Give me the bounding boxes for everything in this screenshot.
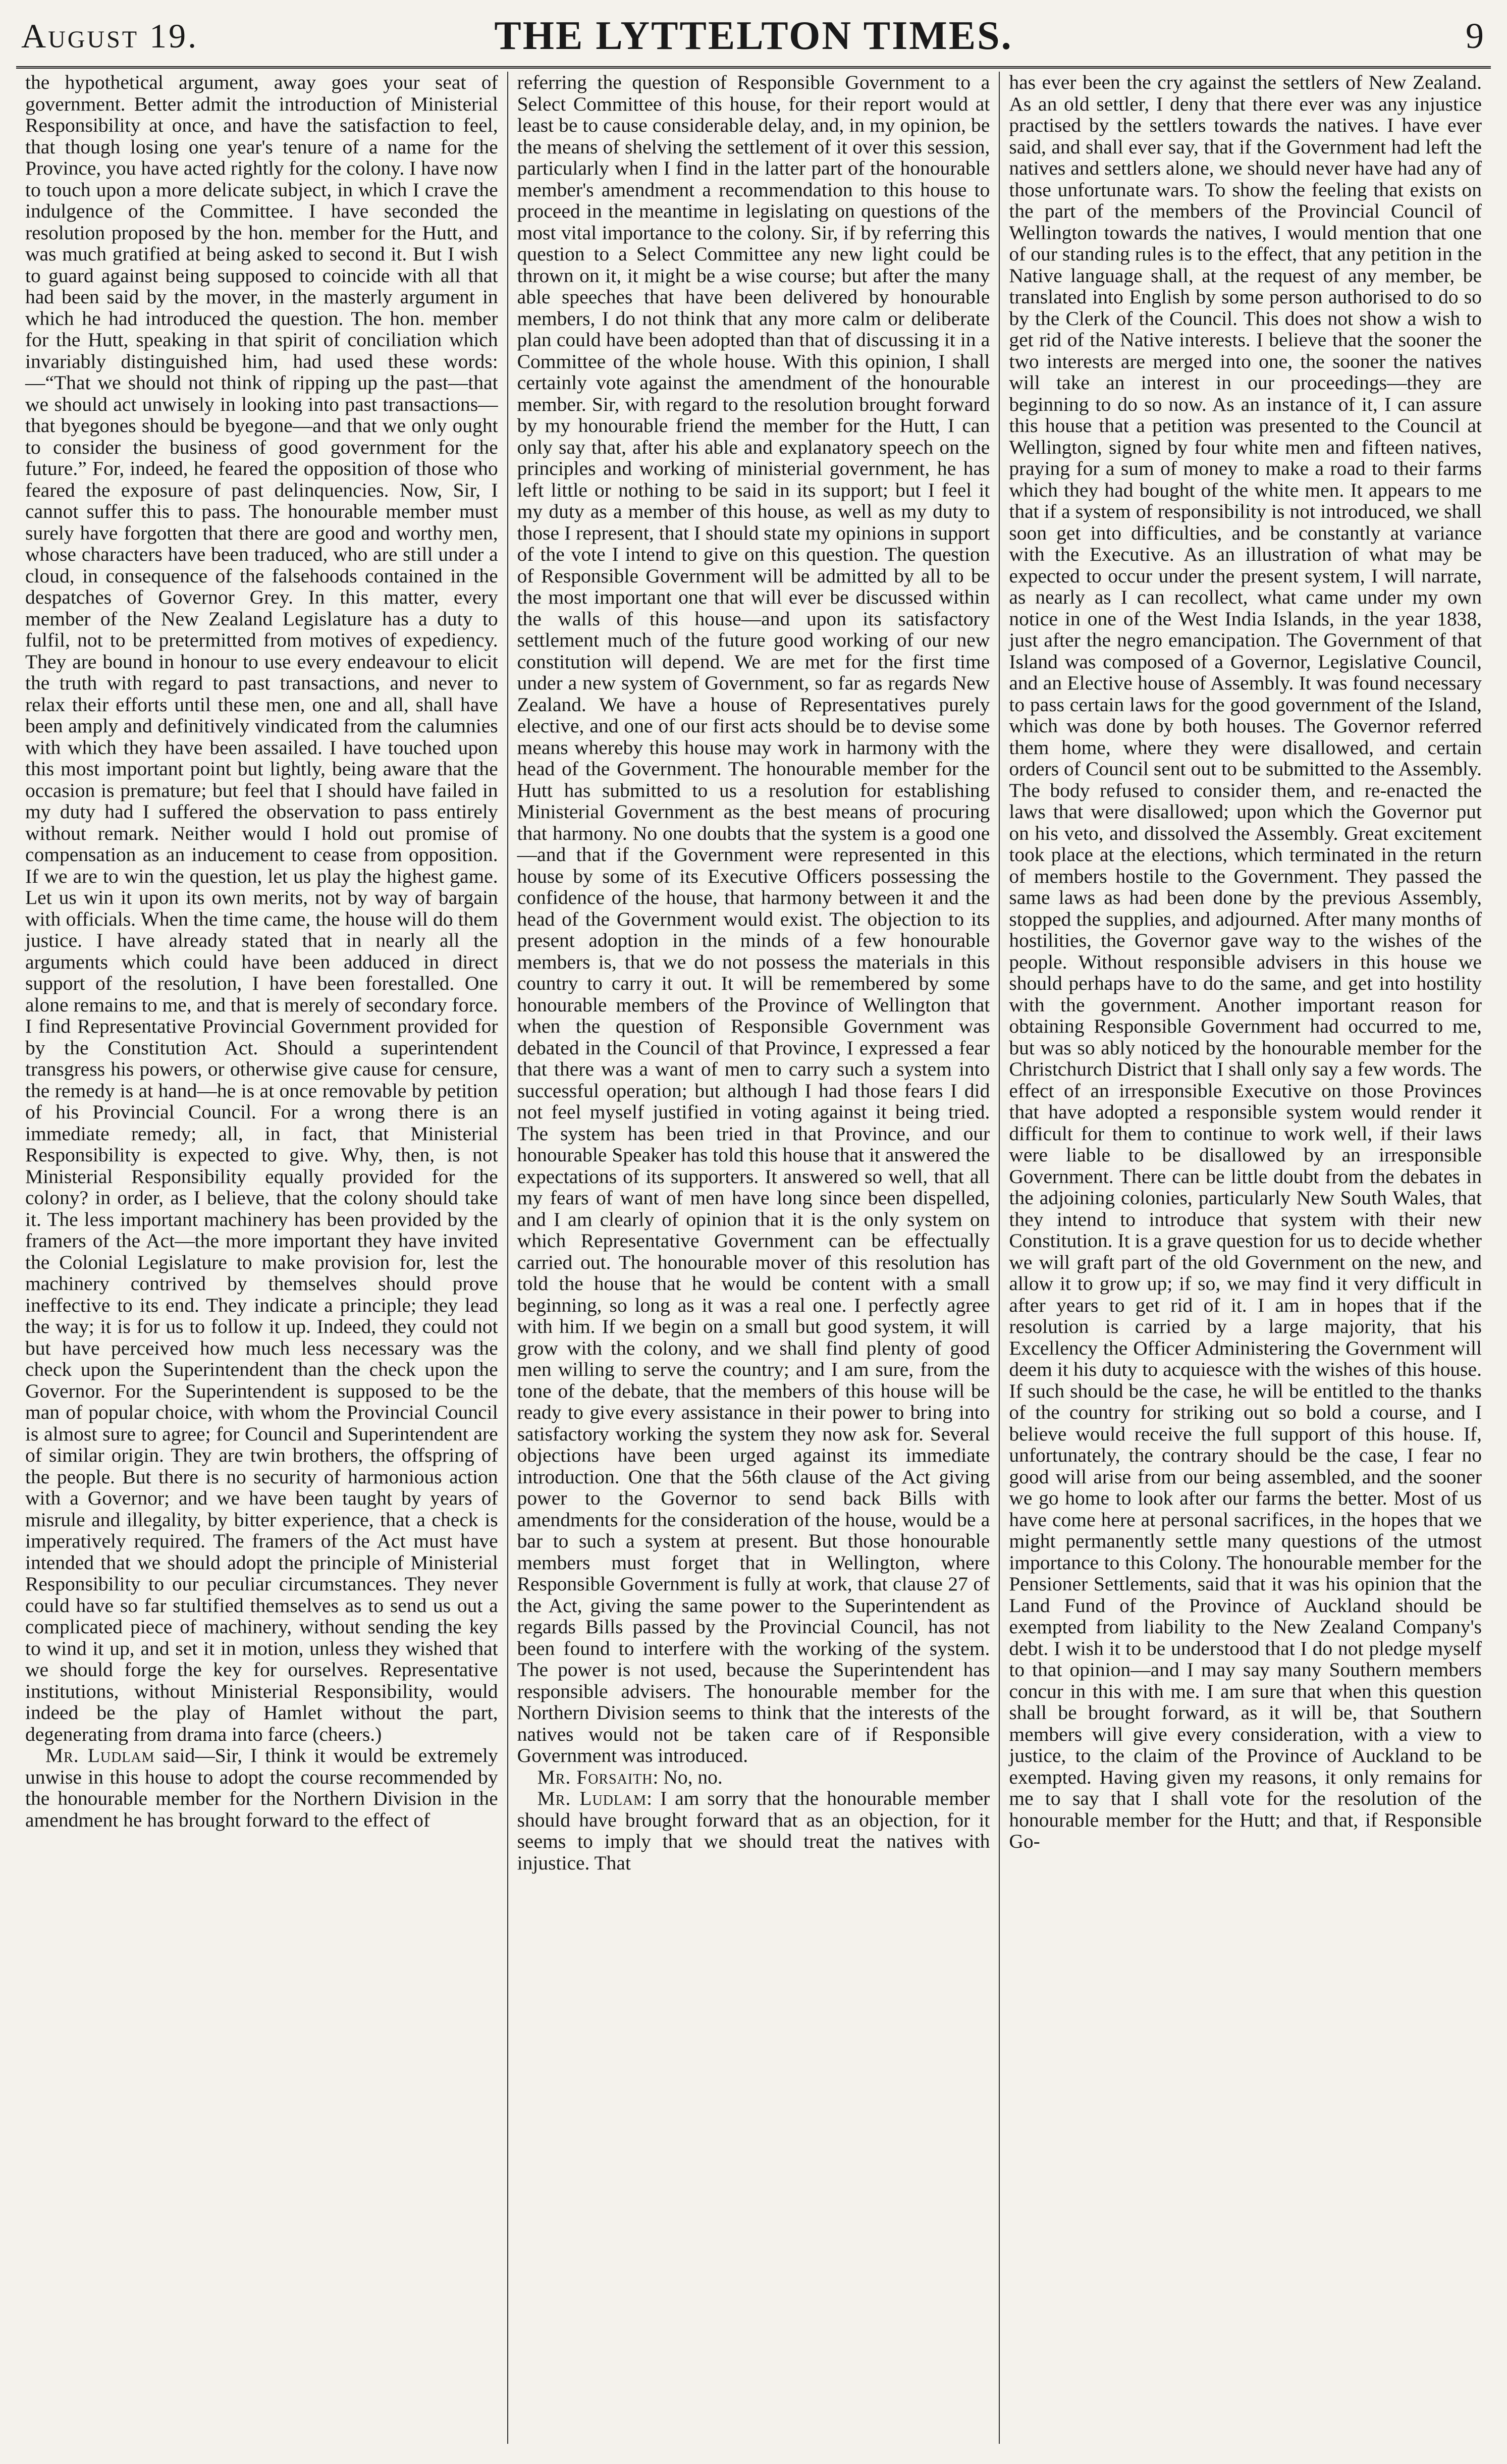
speaker-name: Mr. Forsaith: [537, 1765, 653, 1788]
speech-text: : No, no.: [653, 1765, 723, 1788]
column-3: [999, 72, 1491, 2444]
speaker-name: Mr. Ludlam: [45, 1744, 155, 1766]
paragraph: referring the question of Responsible Government to a Select Committee of this house, for their report would at least be to cause considerable delay, and, in my opinion, be the means of shelving the settlement of it over this session, particularly when I find in the latter part of the honourable member's amendment a recommendation to this house to proceed in the meantime in legislating on questions of the most vital importance to the colony. Sir, if by referring this question to a Select Committee any new light could be thrown on it, it might be a wise course; but after the many able speeches that have been delivered by honourable members, I do not think that any more calm or deliberate plan could have been adopted than that of discussing it in a Committee of the whole house. With this opinion, I shall certainly vote against the amendment of the honourable member. Sir, with regard to the resolution brought forward by my honourable friend the member for the Hutt, I can only say that, after his able and explanatory speech on the principles and working of ministerial government, he has left little or nothing to be said in its support; but I feel it my duty as a member of this house, as well as my duty to those I represent, that I should state my opinions in support of the vote I intend to give on this question. The question of Responsible Government will be admitted by all to be the most important one that will ever be discussed within the walls of this house—and upon its satisfactory settlement much of the future good working of our new constitution will depend. We are met for the first time under a new system of Government, so far as regards New Zealand. We have a house of Representatives purely elective, and one of our first acts should be to devise some means whereby this house may work in harmony with the head of the Government. The honourable member for the Hutt has submitted to us a resolution for establishing Ministerial Government as the best means of procuring that harmony. No one doubts that the system is a good one—and that if the Government were represented in this house by some of its Executive Officers possessing the confidence of the house, that harmony between it and the head of the Government would exist. The objection to its present adoption in the minds of a few honourable members is, that we do not possess the materials in this country to carry it out. It will be remembered by some honourable members of the Province of Wellington that when the question of Responsible Government was debated in the Council of that Province, I expressed a fear that there was a want of men to carry such a system into successful operation; but although I had those fears I did not feel myself justified in voting against it being tried. The system has been tried in that Province, and our honourable Speaker has told this house that it answered the expectations of its supporters. It answered so well, that all my fears of want of men have long since been dispelled, and I am clearly of opinion that it is the only system on which Representative Government can be effectually carried out. The honourable mover of this resolution has told the house that he would be content with a small beginning, so long as it was a real one. I perfectly agree with him. If we begin on a small but good system, it will grow with the colony, and we shall find plenty of good men willing to serve the country; and I am sure, from the tone of the debate, that the members of this house will be ready to give every assistance in their power to bring into satisfactory working the system they now ask for. Several objections have been urged against its immediate introduction. One that the 56th clause of the Act giving power to the Governor to send back Bills with amendments for the consideration of the house, would be a bar to such a system at present. But those honourable members must forget that in Wellington, where Responsible Government is fully at work, that clause 27 of the Act, giving the same power to the Superintendent as regards Bills passed by the Provincial Council, has not been found to interfere with the working of the system. The power is not used, because the Superintendent has responsible advisers. The honourable member for the Northern Division seems to think that the interests of the natives would not be taken care of if Responsible Government was introduced.: [517, 72, 990, 1766]
issue-date: August 19.: [21, 17, 199, 55]
paragraph: [25, 1745, 498, 1831]
newspaper-title: THE LYTTELTON TIMES.: [494, 14, 1013, 58]
speaker-name: Mr. Ludlam: [537, 1787, 647, 1809]
speech-text: said—Sir, I think it would be extremely unwise in this house to adopt the course recommended by the honourable member for the Northern Division in the amendment he has brought forward to the effect of: [25, 1744, 498, 1831]
paragraph: the hypothetical argument, away goes your seat of government. Better admit the introduction of Ministerial Responsibility at once, and have the satisfaction to feel, that though losing one year's tenure of a name for the Province, you have acted rightly for the colony. I have now to touch upon a more delicate subject, in which I crave the indulgence of the Committee. I have seconded the resolution proposed by the hon. member for the Hutt, and was much gratified at being asked to second it. But I wish to guard against being supposed to coincide with all that had been said by the mover, in the masterly argument in which he had introduced the question. The hon. member for the Hutt, speaking in that spirit of conciliation which invariably distinguished him, had used these words:—“That we should not think of ripping up the past—that we should act unwisely in looking into past transactions—that byegones should be byegone—and that we only ought to consider the business of good government for the future.” For, indeed, he feared the opposition of those who feared the exposure of past delinquencies. Now, Sir, I cannot suffer this to pass. The honourable member must surely have forgotten that there are good and worthy men, whose characters have been traduced, who are still under a cloud, in consequence of the falsehoods contained in the despatches of Governor Grey. In this matter, every member of the New Zealand Legislature has a duty to fulfil, not to be pretermitted from motives of expediency. They are bound in honour to use every endeavour to elicit the truth with regard to past transactions, and never to relax their efforts until these men, one and all, shall have been amply and definitively vindicated from the calumnies with which they have been assailed. I have touched upon this most important point but lightly, being aware that the occasion is premature; but feel that I should have failed in my duty had I suffered the observation to pass entirely without remark. Neither would I hold out promise of compensation as an inducement to cease from opposition. If we are to win the question, let us play the highest game. Let us win it upon its own merits, not by way of bargain with officials. When the time came, the house will do them justice. I have already stated that in nearly all the arguments which could have been adduced in direct support of the resolution, I have been forestalled. One alone remains to me, and that is merely of secondary force. I find Representative Provincial Government provided for by the Constitution Act. Should a superintendent transgress his powers, or otherwise give cause for censure, the remedy is at hand—he is at once removable by petition of his Provincial Council. For a wrong there is an immediate remedy; all, in fact, that Ministerial Responsibility is expected to give. Why, then, is not Ministerial Responsibility equally provided for the colony? in order, as I believe, that the colony should take it. The less important machinery has been provided by the framers of the Act—the more important they have invited the Colonial Legislature to make provision for, lest the machinery contrived by themselves should prove ineffective to its end. They indicate a principle; they lead the way; it is for us to follow it up. Indeed, they could not but have perceived how much less necessary was the check upon the Superintendent than the check upon the Governor. For the Superintendent is supposed to be the man of popular choice, with whom the Provincial Council is almost sure to agree; for Council and Superintendent are of similar origin. They are twin brothers, the offspring of the people. But there is no security of harmonious action with a Governor; and we have been taught by years of misrule and illegality, by bitter experience, that a check is imperatively required. The framers of the Act must have intended that we should adopt the principle of Ministerial Responsibility to our peculiar circumstances. They never could have so far stultified themselves as to send us out a complicated piece of machinery, without sending the key to wind it up, and set it in motion, unless they wished that we should forge the key for ourselves. Representative institutions, without Ministerial Responsibility, would indeed be the play of Hamlet without the part, degenerating from drama into farce (cheers.): [25, 72, 498, 1745]
paragraph: [517, 1766, 990, 1788]
speech-text: : I am sorry that the honourable member should have brought forward that as an objection, for it seems to imply that we should treat the natives with injustice. That: [517, 1787, 990, 1874]
column-2: [507, 72, 999, 2444]
paragraph: has ever been the cry against the settlers of New Zealand. As an old settler, I deny that there ever was any injustice practised by the settlers towards the natives. I have ever said, and shall ever say, that if the Government had left the natives and settlers alone, we should never have had any of those unfortunate wars. To show the feeling that exists on the part of the members of the Provincial Council of Wellington towards the natives, I would mention that one of our standing rules is to the effect, that any petition in the Native language shall, at the request of any member, be translated into English by some person authorised to do so by the Clerk of the Council. This does not show a wish to get rid of the Native interests. I believe that the sooner the two interests are merged into one, the sooner the natives will take an interest in our proceedings—they are beginning to do so now. As an instance of it, I can assure this house that a petition was presented to the Council at Wellington, signed by four white men and fifteen natives, praying for a sum of money to make a road to their farms which they had bought of the white men. It appears to me that if a system of responsibility is not introduced, we shall soon get into difficulties, and be constantly at variance with the Executive. As an illustration of what may be expected to occur under the present system, I will narrate, as nearly as I can recollect, what came under my own notice in one of the West India Islands, in the year 1838, just after the negro emancipation. The Government of that Island was composed of a Governor, Legislative Council, and an Elective house of Assembly. It was found necessary to pass certain laws for the good government of the Island, which was done by both houses. The Governor referred them home, where they were disallowed, and certain orders of Council sent out to be submitted to the Assembly. The body refused to consider them, and re-enacted the laws that were disallowed; upon which the Governor put on his veto, and dissolved the Assembly. Great excitement took place at the elections, which terminated in the return of members hostile to the Government. They passed the same laws as had been done by the previous Assembly, stopped the supplies, and adjourned. After many months of hostilities, the Governor gave way to the wishes of the people. Without responsible advisers in this house we should perhaps have to do the same, and get into hostility with the government. Another important reason for obtaining Responsible Government had occurred to me, but was so ably noticed by the honourable member for the Christchurch District that I shall only say a few words. The effect of an irresponsible Executive on those Provinces that have adopted a responsible system would render it difficult for them to continue to work well, if their laws were liable to be disallowed by an irresponsible Government. There can be little doubt from the debates in the adjoining colonies, particularly New South Wales, that they intend to introduce that system with their new Constitution. It is a grave question for us to decide whether we will graft part of the old Government on the new, and allow it to grow up; if so, we may find it very difficult in after years to get rid of it. I am in hopes that if the resolution is carried by a large majority, that his Excellency the Officer Administering the Government will deem it his duty to acquiesce with the wishes of this house. If such should be the case, he will be entitled to the thanks of the country for striking out so bold a course, and I believe would receive the full support of this house. If, unfortunately, the contrary should be the case, I fear no good will arise from our being assembled, and the sooner we go home to look after our farms the better. Most of us have come here at personal sacrifices, in the hopes that we might permanently settle many questions of the utmost importance to this Colony. The honourable member for the Pensioner Settlements, said that it was his opinion that the Land Fund of the Province of Auckland should be exempted from liability to the New Zealand Company's debt. I wish it to be understood that I do not pledge myself to that opinion—and I may say many Southern members concur in this with me. I am sure that when this question shall be brought forward, as it will be, that Southern members will give every consideration, with a view to justice, to the claim of the Province of Auckland to be exempted. Having given my reasons, it only remains for me to say that I shall vote for the resolution of the honourable member for the Hutt; and that, if Responsible Go-: [1009, 72, 1482, 1852]
page-number: 9: [1466, 16, 1484, 56]
paragraph: [517, 1788, 990, 1873]
masthead: [16, 9, 1491, 69]
column-1: [16, 72, 507, 2444]
article-columns: [16, 72, 1491, 2444]
